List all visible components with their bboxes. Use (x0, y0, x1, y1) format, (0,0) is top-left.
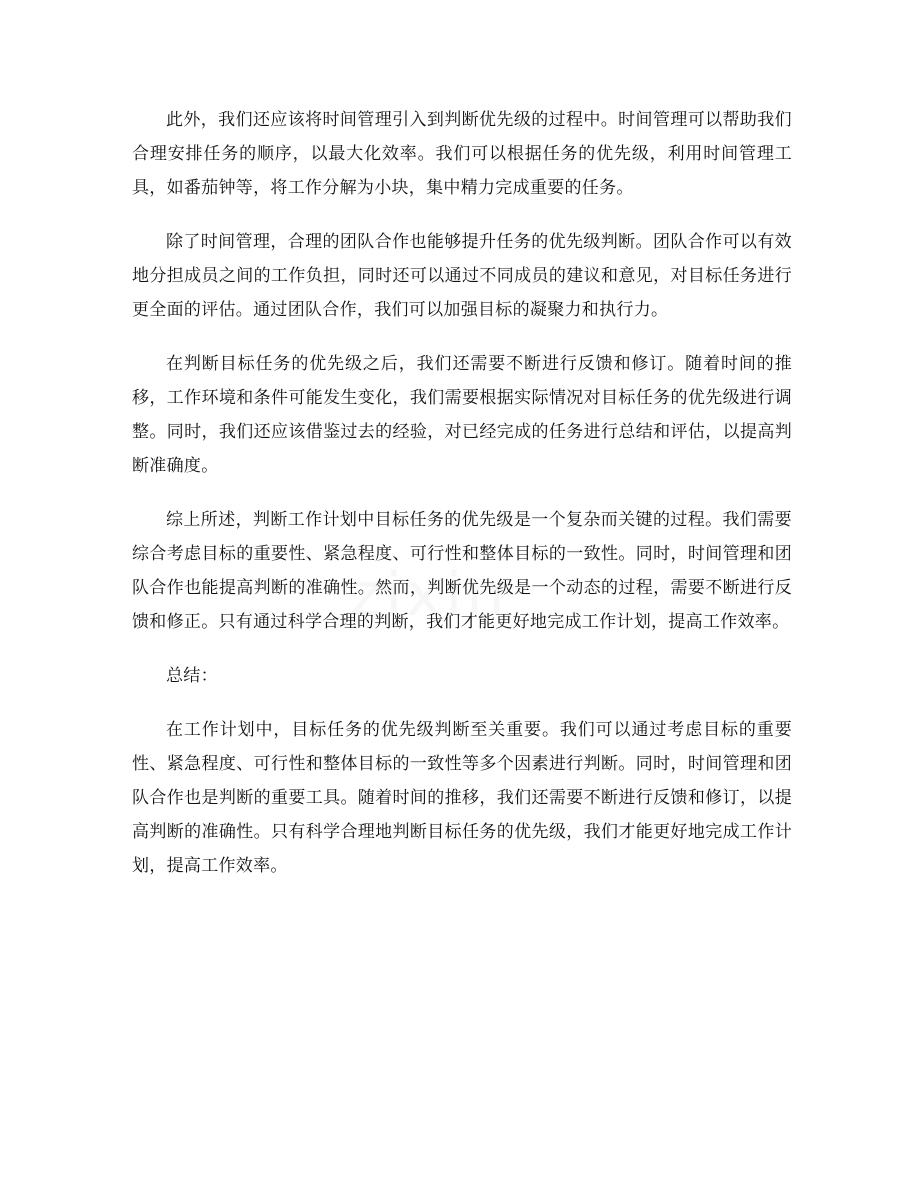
paragraph-time-management: 此外，我们还应该将时间管理引入到判断优先级的过程中。时间管理可以帮助我们合理安排任务的顺序，以最大化效率。我们可以根据任务的优先级，利用时间管理工具，如番茄钟等，将工作分解为小块，集中精力完成重要的任务。 (132, 110, 792, 198)
paragraph-summary: 在工作计划中，目标任务的优先级判断至关重要。我们可以通过考虑目标的重要性、紧急程度、可行性和整体目标的一致性等多个因素进行判断。同时，时间管理和团队合作也是判断的重要工具。随着时间的推移，我们还需要不断进行反馈和修订，以提高判断的准确性。只有科学合理地判断目标任务的优先级，我们才能更好地完成工作计划，提高工作效率。 (132, 720, 792, 876)
watermark: zixin (350, 560, 509, 630)
paragraph-feedback-revision: 在判断目标任务的优先级之后，我们还需要不断进行反馈和修订。随着时间的推移，工作环境和条件可能发生变化，我们需要根据实际情况对目标任务的优先级进行调整。同时，我们还应该借鉴过去的经验，对已经完成的任务进行总结和评估，以提高判断准确度。 (132, 354, 792, 476)
summary-heading: 总结： (166, 666, 218, 686)
document-body (132, 103, 792, 903)
paragraph-conclusion: 综上所述，判断工作计划中目标任务的优先级是一个复杂而关键的过程。我们需要综合考虑目标的重要性、紧急程度、可行性和整体目标的一致性。同时，时间管理和团队合作也能提高判断的准确性。然而，判断优先级是一个动态的过程，需要不断进行反馈和修正。只有通过科学合理的判断，我们才能更好地完成工作计划，提高工作效率。 (132, 510, 792, 632)
paragraph-team-cooperation: 除了时间管理，合理的团队合作也能够提升任务的优先级判断。团队合作可以有效地分担成员之间的工作负担，同时还可以通过不同成员的建议和意见，对目标任务进行更全面的评估。通过团队合作，我们可以加强目标的凝聚力和执行力。 (132, 232, 792, 320)
